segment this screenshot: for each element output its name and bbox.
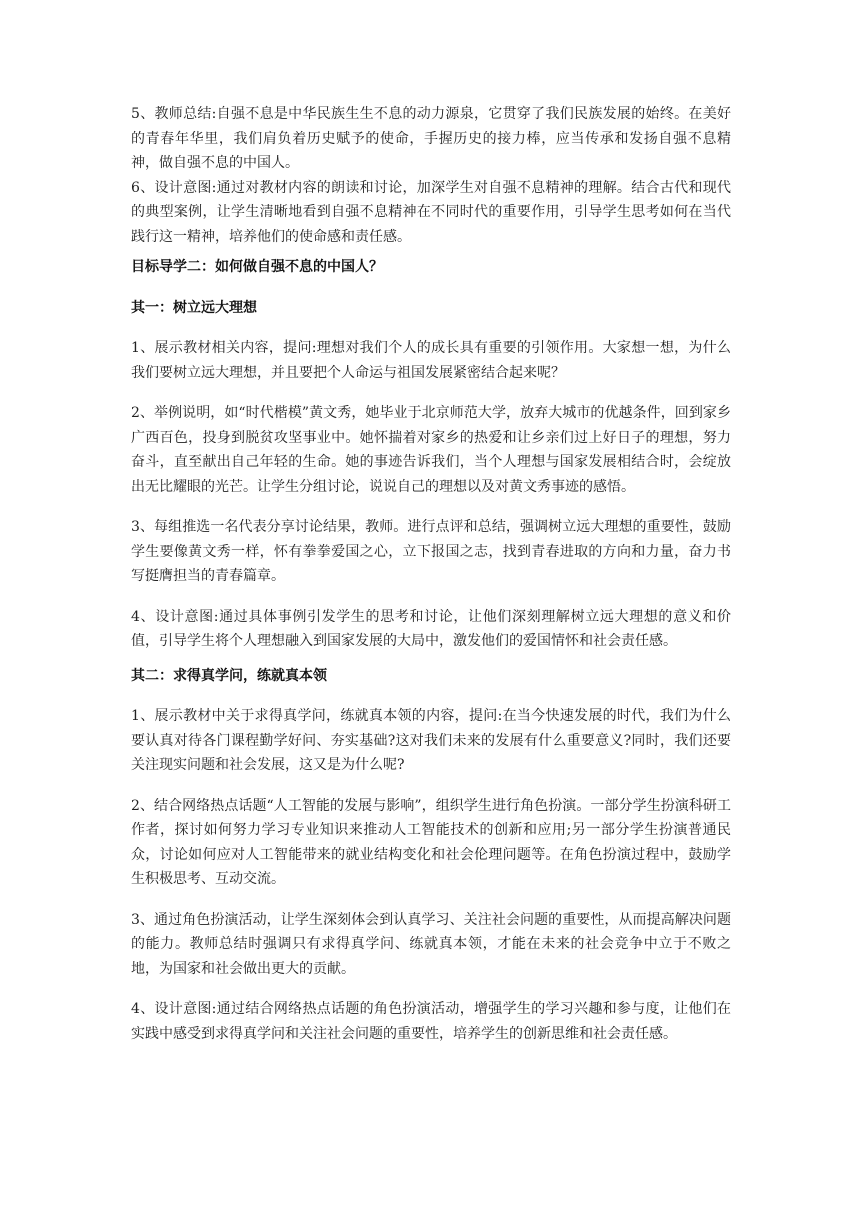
heading-goal-2: 目标导学二：如何做自强不息的中国人？ — [131, 259, 383, 275]
document-page — [131, 102, 731, 1046]
part2-paragraph-4: 4、设计意图:通过结合网络热点话题的角色扮演活动，增强学生的学习兴趣和参与度，让他们在实践中感受到求得真学问和关注社会问题的重要性，培养学生的创新思维和社会责任感。 — [131, 1001, 731, 1042]
part1-paragraph-4: 4、设计意图:通过具体事例引发学生的思考和讨论，让他们深刻理解树立远大理想的意义和价值，引导学生将个人理想融入到国家发展的大局中，激发他们的爱国情怀和社会责任感。 — [131, 608, 731, 649]
heading-part-1: 其一：树立远大理想 — [131, 299, 257, 316]
paragraph-design-intent: 6、设计意图:通过对教材内容的朗读和讨论，加深学生对自强不息精神的理解。结合古代和现代的典型案例，让学生清晰地看到自强不息精神在不同时代的重要作用，引导学生思考如何在当代践行这一精神，培养他们的使命感和责任感。 — [131, 179, 731, 245]
part2-paragraph-1: 1、展示教材中关于求得真学问，练就真本领的内容，提问:在当今快速发展的时代，我们为什么要认真对待各门课程勤学好问、夯实基础?这对我们未来的发展有什么重要意义?同时，我们还要关注现实问题和社会发展，这又是为什么呢? — [131, 708, 731, 773]
part1-paragraph-1: 1、展示教材相关内容，提问:理想对我们个人的成长具有重要的引领作用。大家想一想，为什么我们要树立远大理想，并且要把个人命运与祖国发展紧密结合起来呢？ — [131, 340, 731, 381]
part1-paragraph-3: 3、每组推选一名代表分享讨论结果，教师。进行点评和总结，强调树立远大理想的重要性，鼓励学生要像黄文秀一样，怀有拳拳爱国之心，立下报国之志，找到青春进取的方向和力量，奋力书写挺膺担当的青春篇章。 — [131, 519, 731, 584]
part2-paragraph-2: 2、结合网络热点话题“人工智能的发展与影响”，组织学生进行角色扮演。一部分学生扮演科研工作者，探讨如何努力学习专业知识来推动人工智能技术的创新和应用;另一部分学生扮演普通民众，讨论如何应对人工智能带来的就业结构变化和社会伦理问题等。在角色扮演过程中，鼓励学生积极思考、互动交流。 — [131, 797, 731, 887]
part1-paragraph-2: 2、举例说明，如“时代楷模”黄文秀，她毕业于北京师范大学，放弃大城市的优越条件，回到家乡广西百色，投身到脱贫攻坚事业中。她怀揣着对家乡的热爱和让乡亲们过上好日子的理想，努力奋斗，直至献出自己年轻的生命。她的事迹告诉我们，当个人理想与国家发展相结合时，会绽放出无比耀眼的光芒。让学生分组讨论，说说自己的理想以及对黄文秀事迹的感悟。 — [131, 405, 731, 495]
paragraph-teacher-summary: 5、教师总结:自强不息是中华民族生生不息的动力源泉，它贯穿了我们民族发展的始终。在美好的青春年华里，我们肩负着历史赋予的使命，手握历史的接力棒，应当传承和发扬自强不息精神，做自强不息的中国人。 — [131, 106, 731, 171]
part2-paragraph-3: 3、通过角色扮演活动，让学生深刻体会到认真学习、关注社会问题的重要性，从而提高解决问题的能力。教师总结时强调只有求得真学问、练就真本领，才能在未来的社会竞争中立于不败之地，为国家和社会做出更大的贡献。 — [131, 911, 731, 977]
heading-part-2: 其二：求得真学问，练就真本领 — [131, 667, 327, 684]
